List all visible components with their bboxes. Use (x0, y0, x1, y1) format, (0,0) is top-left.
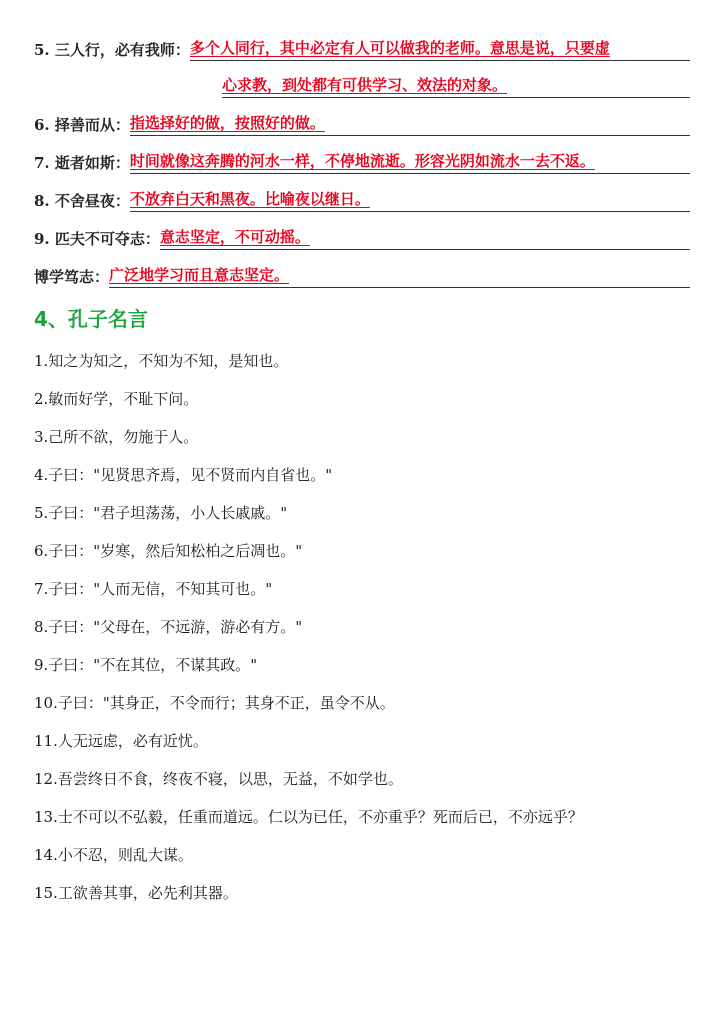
quote-line: 5.子曰："君子坦荡荡，小人长戚戚。" (34, 504, 288, 522)
definition-term: 6. 择善而从： (34, 116, 130, 134)
quote-line: 12.吾尝终日不食，终夜不寝，以思，无益，不如学也。 (34, 770, 403, 788)
definition-row (34, 264, 690, 288)
quote-line: 7.子曰："人而无信，不知其可也。" (34, 580, 273, 598)
definition-term: 7. 逝者如斯： (34, 154, 130, 172)
quote-line: 6.子曰："岁寒，然后知松柏之后凋也。" (34, 542, 303, 560)
definition-row (34, 188, 690, 212)
definition-answer-continuation: 心求教，到处都有可供学习、效法的对象。 (222, 74, 690, 98)
quote-line: 10.子曰："其身正，不令而行；其身不正，虽令不从。 (34, 694, 395, 712)
definition-answer: 时间就像这奔腾的河水一样，不停地流逝。形容光阴如流水一去不返。 (130, 150, 690, 174)
definition-term: 9. 匹夫不可夺志： (34, 230, 160, 248)
definition-answer: 多个人同行，其中必定有人可以做我的老师。意思是说，只要虚 (190, 37, 690, 61)
quote-line: 3.己所不欲，勿施于人。 (34, 428, 199, 446)
definition-row (34, 226, 690, 250)
definition-answer: 不放弃白天和黑夜。比喻夜以继日。 (130, 188, 690, 212)
definition-term: 8. 不舍昼夜： (34, 192, 130, 210)
quote-line: 15.工欲善其事，必先利其器。 (34, 884, 238, 902)
section-heading: 4、孔子名言 (34, 307, 148, 331)
quote-line: 1.知之为知之，不知为不知，是知也。 (34, 352, 289, 370)
definition-answer: 广泛地学习而且意志坚定。 (109, 264, 690, 288)
quote-line: 14.小不忍，则乱大谋。 (34, 846, 193, 864)
definition-row (34, 112, 690, 136)
definition-answer: 指选择好的做，按照好的做。 (130, 112, 690, 136)
quote-line: 11.人无远虑，必有近忧。 (34, 732, 208, 750)
quote-line: 2.敏而好学，不耻下问。 (34, 390, 199, 408)
definition-row (34, 150, 690, 174)
quote-line: 4.子曰："见贤思齐焉，见不贤而内自省也。" (34, 466, 333, 484)
definition-row (34, 37, 690, 61)
quote-line: 8.子曰："父母在，不远游，游必有方。" (34, 618, 303, 636)
definition-answer: 意志坚定，不可动摇。 (160, 226, 690, 250)
quote-line: 13.士不可以不弘毅，任重而道远。仁以为已任，不亦重乎？死而后已，不亦远乎？ (34, 808, 583, 826)
quote-line: 9.子曰："不在其位，不谋其政。" (34, 656, 258, 674)
definition-term: 博学笃志： (34, 268, 110, 286)
definition-term: 5. 三人行，必有我师： (34, 41, 190, 59)
